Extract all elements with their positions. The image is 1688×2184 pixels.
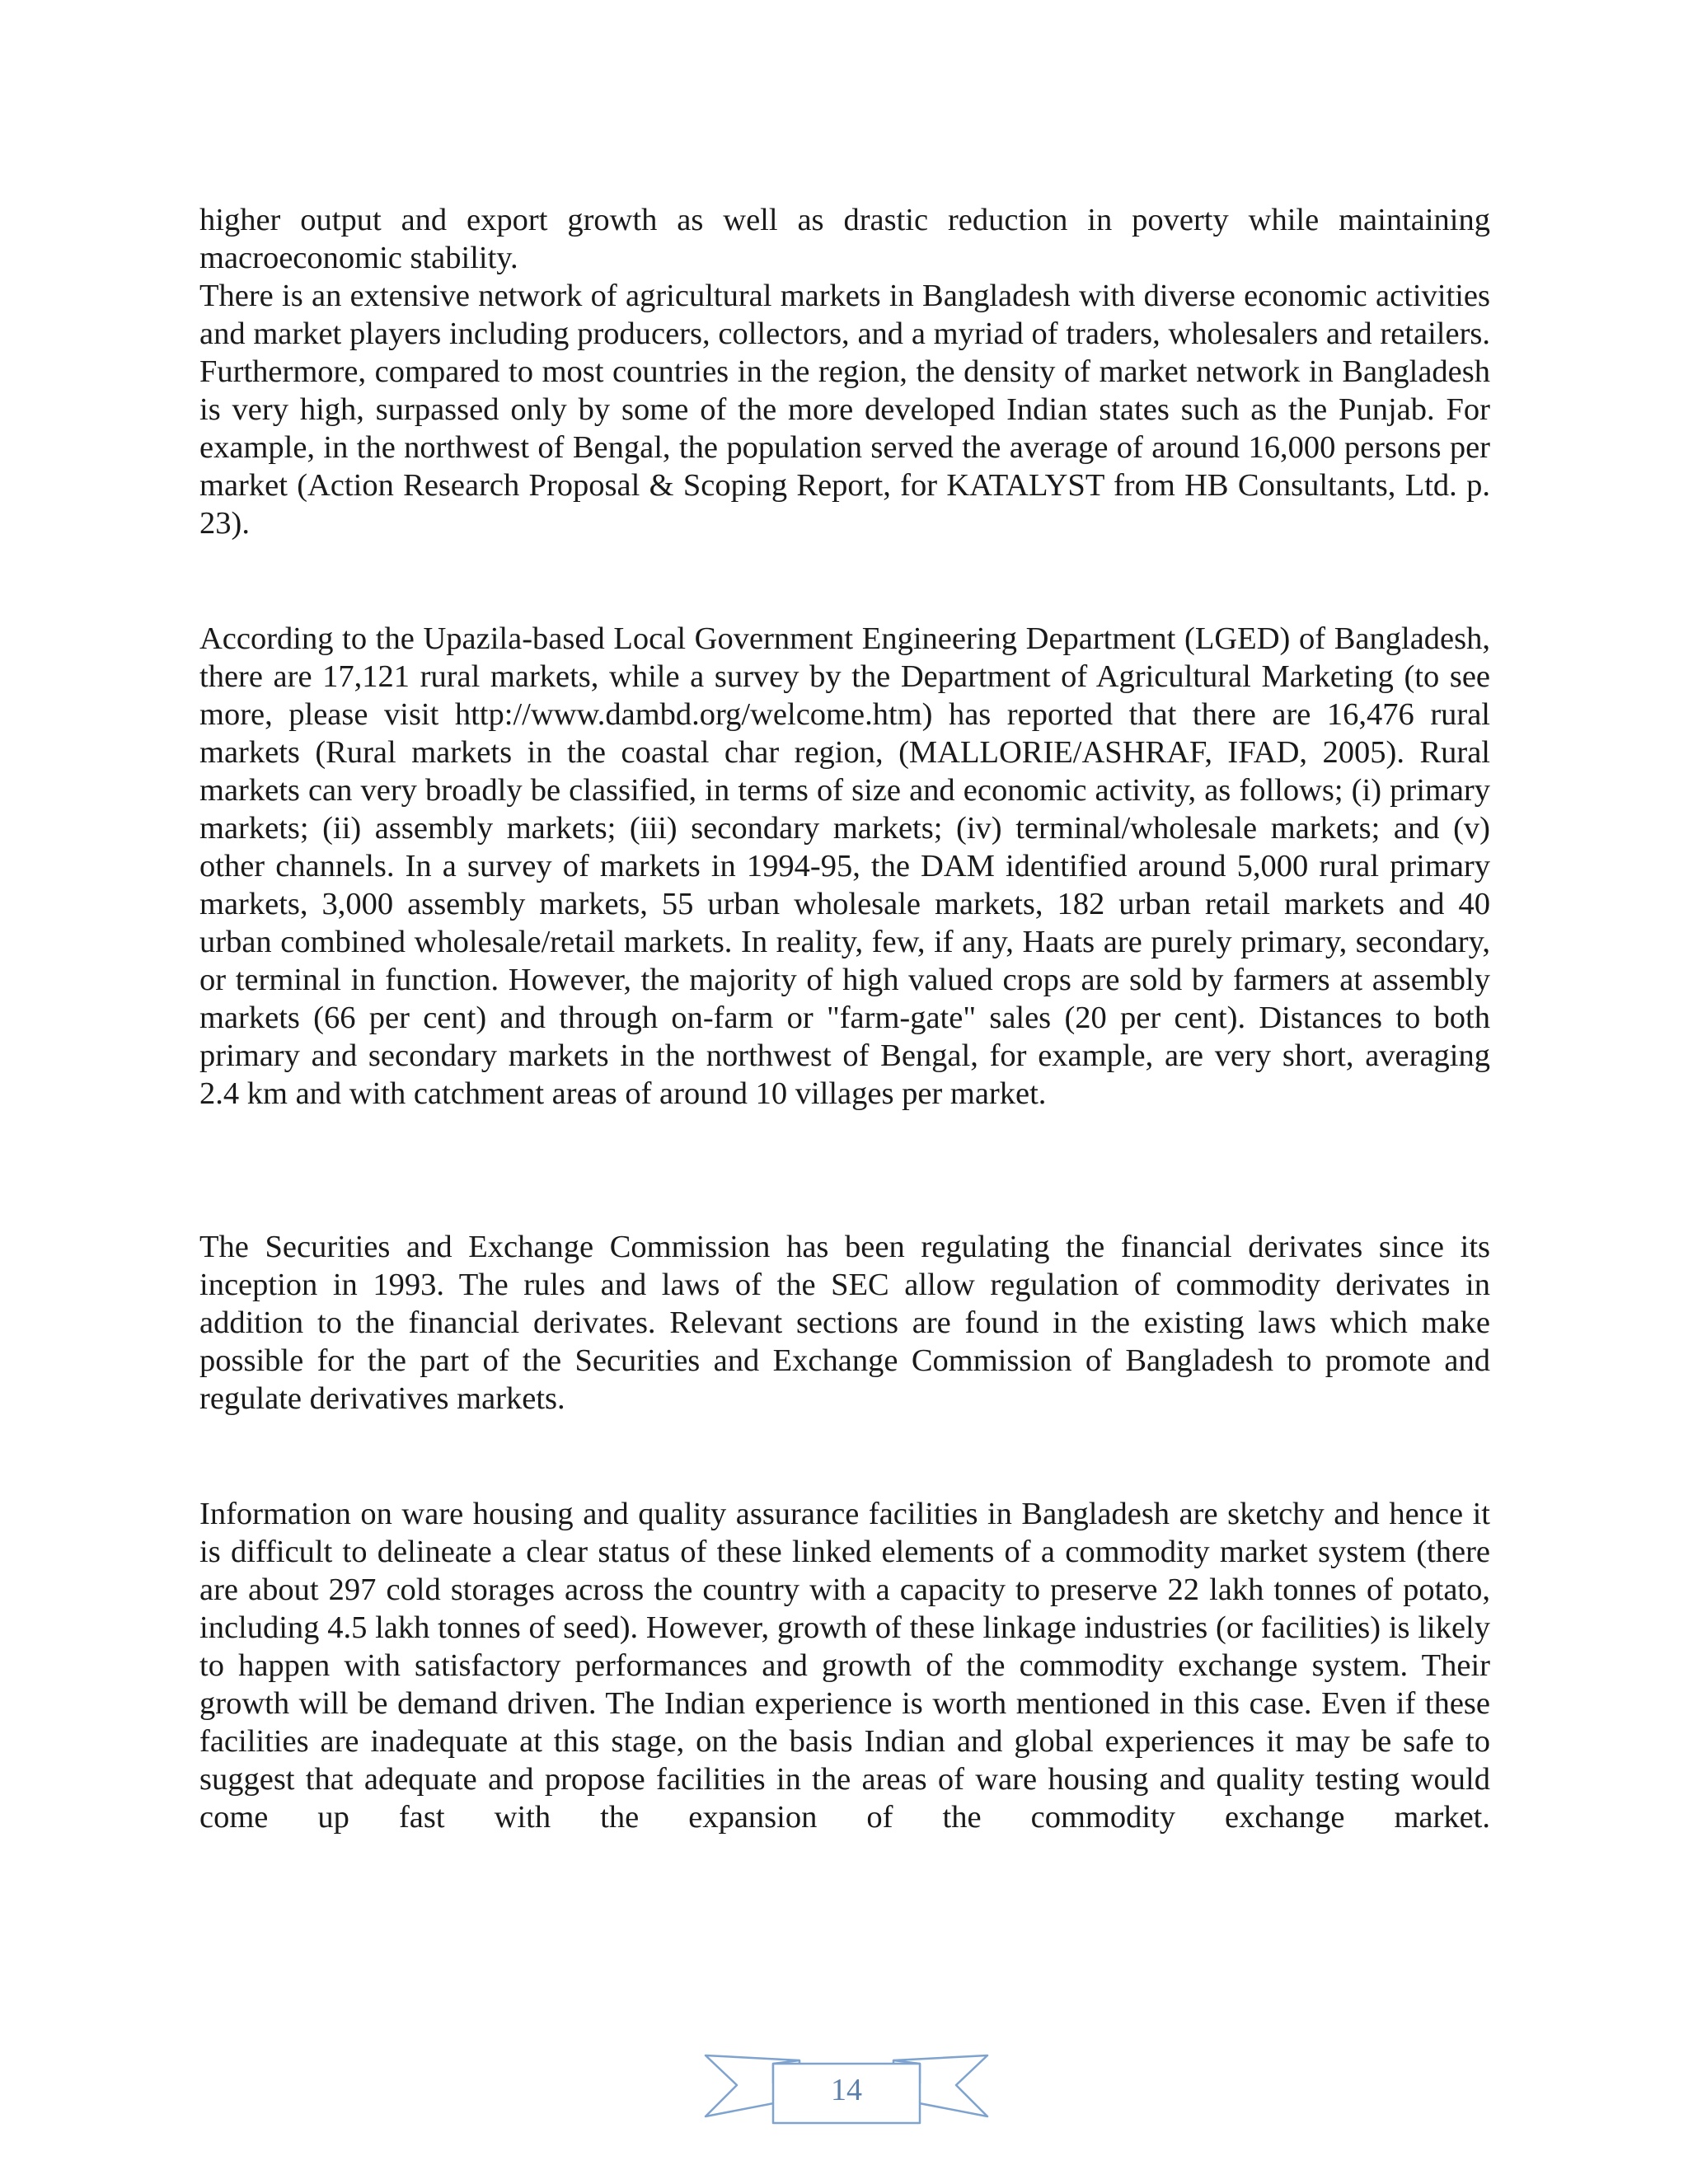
page-footer — [702, 2044, 991, 2135]
paragraph-3-block — [199, 620, 1490, 1113]
page-number: 14 — [831, 2073, 862, 2107]
paragraph-3 — [199, 620, 1490, 1113]
paragraph-2: There is an extensive network of agricultural markets in Bangladesh with diverse economic activities and market players including producers, collectors, and a myriad of traders, wholesalers and retailers. Furthermore, compared to most countries in the region, the density of market network in Bangladesh is very high, surpassed only by some of the more developed Indian states such as the Punjab. For example, in the northwest of Bengal, the population served the average of around 16,000 persons per market (Action Research Proposal & Scoping Report, for KATALYST from HB Consultants, Ltd. p. 23). — [199, 279, 1490, 541]
paragraph-4: The Securities and Exchange Commission has been regulating the financial derivates since its inception in 1993. The rules and laws of the SEC allow regulation of commodity derivates in addition to the financial derivates. Relevant sections are found in the existing laws which make possible for the part of the Securities and Exchange Commission of Bangladesh to promote and regulate derivatives markets. — [199, 1230, 1490, 1416]
paragraph-3-part-2: markets, 3,000 assembly markets, 55 urban wholesale markets, 182 urban retail markets and 40 urban combined wholesale/retail markets. In reality, few, if any, Haats are purely primary, secondary, or terminal in function. However, the majority of high valued crops are sold by farmers at assembly markets (66 per cent) and through on-farm or "farm-gate" sales (20 per cent). Distances to both primary and secondary markets in the northwest of Bengal, for example, are very short, averaging 2.4 km and with catchment areas of around 10 villages per market. — [199, 887, 1490, 1111]
paragraph-1: higher output and export growth as well as drastic reduction in poverty while maintaining macroeconomic stability. — [199, 203, 1490, 275]
paragraph-3-part-1: According to the Upazila-based Local Government Engineering Department (LGED) of Bangladesh, there are 17,121 rural markets, while a survey by the Department of Agricultural Marketing (to see more, please visit http://www.dambd.org/welcome.htm) has reported that there are 16,476 rural markets (Rural markets in the coastal char region, (MALLORIE/ASHRAF, IFAD, 2005). Rural markets can very broadly be classified, in terms of size and economic activity, as follows; (i) primary markets; (ii) assembly markets; (iii) secondary markets; (iv) terminal/wholesale markets; and (v) other channels. In a survey of markets in 1994-95, the DAM identified around 5,000 rural primary — [199, 621, 1490, 883]
paragraph-group-1 — [199, 201, 1490, 542]
paragraph-5-block — [199, 1495, 1490, 1836]
paragraph-5: Information on ware housing and quality assurance facilities in Bangladesh are sketchy and hence it is difficult to delineate a clear status of these linked elements of a commodity market system (there are about 297 cold storages across the country with a capacity to preserve 22 lakh tonnes of potato, including 4.5 lakh tonnes of seed). However, growth of these linkage industries (or facilities) is likely to happen with satisfactory performances and growth of the commodity exchange system. Their growth will be demand driven. The Indian experience is worth mentioned in this case. Even if these facilities are inadequate at this stage, on the basis Indian and global experiences it may be safe to suggest that adequate and propose facilities in the areas of ware housing and quality testing would come up fast with the expansion of the commodity exchange market. — [199, 1497, 1490, 1835]
paragraph-4-block — [199, 1228, 1490, 1418]
